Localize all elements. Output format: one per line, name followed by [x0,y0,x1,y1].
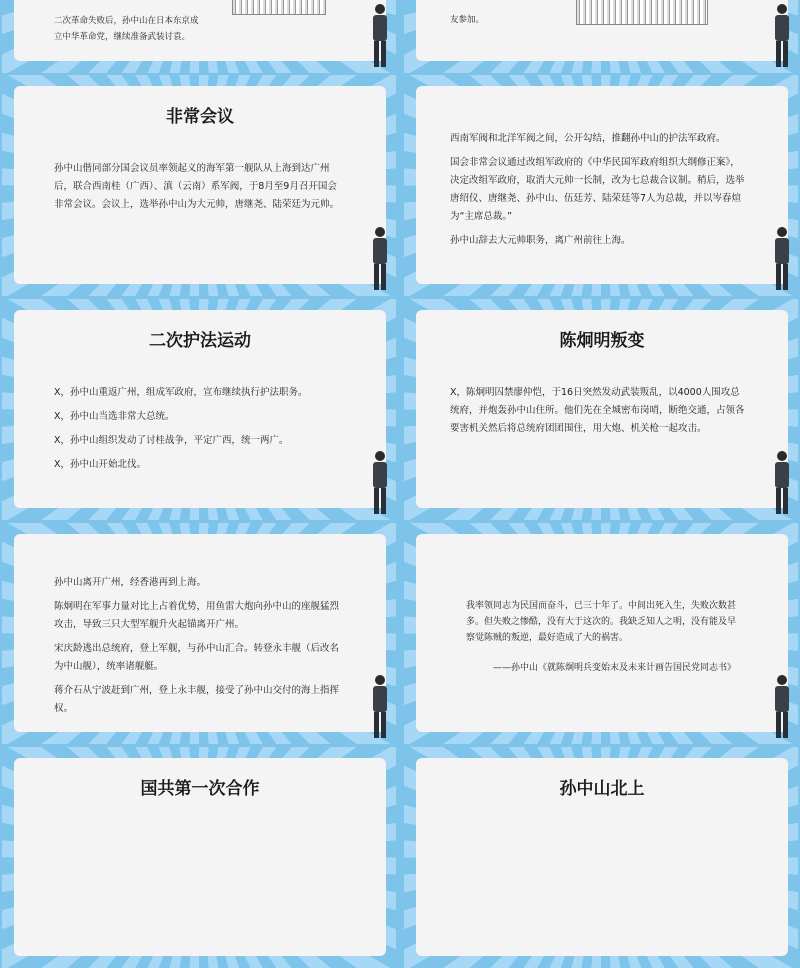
calligraphy-photo [576,0,708,25]
quote-block [466,598,742,676]
slide-title: 孙中山北上 [559,779,645,799]
text-line: 立中华革命党，继续准备武装讨袁。 [54,32,191,42]
paragraph: 孙中山离开广州，经香港再到上海。 [54,577,207,588]
slide-body [54,160,346,220]
calligraphy-photo [232,0,326,15]
paragraph: X，孙中山组织发动了讨桂战争，平定广西，统一两广。 [54,435,289,446]
slide-card [416,86,788,284]
slide-thumbnail[interactable] [2,523,396,744]
slide-thumbnail[interactable] [2,747,396,968]
paragraph: 国会非常会议通过改组军政府的《中华民国军政府组织大纲修正案》，决定改组军政府，取消大元帅一长制，改为七总裁合议制。稍后，选举唐绍仪、唐继尧、孙中山、伍廷芳、陆荣廷等7人为总裁，并以岑春煊为“主席总裁。” [450,157,745,222]
paragraph: X，陈炯明囚禁廖仲恺，于16日突然发动武装叛乱，以4000人围攻总统府，并炮轰孙中山住所。他们先在全城密布岗哨，断绝交通，占领各要害机关然后将总统府团团围住，用大炮、机关枪一起攻击。 [450,387,745,434]
slide-title: 陈炯明叛变 [559,331,645,351]
slide-thumbnail[interactable] [2,299,396,520]
slide-text [54,13,199,45]
paragraph: X，孙中山开始北伐。 [54,459,147,470]
slide-card [416,758,788,956]
slide-thumbnail[interactable] [404,747,798,968]
slide-thumbnail[interactable] [404,0,798,73]
paragraph: 宋庆龄逃出总统府，登上军舰，与孙中山汇合。转登永丰舰（后改名为中山舰），统率诸舰艇。 [54,643,340,672]
paragraph: X，孙中山重返广州，组成军政府，宣布继续执行护法职务。 [54,387,308,398]
paragraph: 蒋介石从宁波赶到广州，登上永丰舰，接受了孙中山交付的海上指挥权。 [54,685,340,714]
slide-thumbnail[interactable] [404,75,798,296]
paragraph: 孙中山偕同部分国会议员率领起义的海军第一舰队从上海到达广州后，联合西南桂（广西）、滇（云南）系军阀，于8月至9月召开国会非常会议。会议上，选举孙中山为大元帅，唐继尧、陆荣廷为元帅。 [54,163,340,210]
paragraph: 陈炯明在军事力量对比上占着优势，用鱼雷大炮向孙中山的座舰猛烈攻击，导致三只大型军舰升火起锚离开广州。 [54,601,340,630]
slide-title: 二次护法运动 [149,331,251,351]
slide-thumbnail[interactable] [404,523,798,744]
slide-body [54,384,330,480]
slide-body [54,574,342,724]
quote-source: ——孙中山《就陈炯明兵变始末及未来计画告国民党同志书》 [492,663,736,673]
slide-thumbnail[interactable] [404,299,798,520]
sun-yat-sen-figure-icon [770,3,794,69]
sun-yat-sen-figure-icon [368,450,392,516]
slide-card [14,0,386,61]
sun-yat-sen-figure-icon [368,3,392,69]
slide-title: 非常会议 [166,107,234,127]
slide-body [450,130,748,256]
paragraph: X，孙中山当选非常大总统。 [54,411,175,422]
sun-yat-sen-figure-icon [368,674,392,740]
slide-card [14,86,386,284]
text-line: 二次革命失败后，孙中山在日本东京成 [54,16,199,26]
slide-thumbnail[interactable] [2,0,396,73]
paragraph: 孙中山辞去大元帅职务，离广州前往上海。 [450,235,631,246]
slide-text: 友参加。 [450,15,485,25]
slide-title: 国共第一次合作 [140,779,260,799]
slide-card [14,534,386,732]
slide-card [14,758,386,956]
paragraph: 西南军阀和北洋军阀之间，公开勾结，推翻孙中山的护法军政府。 [450,133,726,144]
slide-body [450,384,748,444]
sun-yat-sen-figure-icon [770,226,794,292]
sun-yat-sen-figure-icon [770,450,794,516]
slide-card [416,534,788,732]
sun-yat-sen-figure-icon [770,674,794,740]
slide-card [416,310,788,508]
slide-card [14,310,386,508]
quote-text: 我率领同志为民国而奋斗，已三十年了。中间出死入生，失败次数甚多。但失败之惨酷，没有大于这次的。我缺乏知人之明，没有能及早察觉陈贼的叛逆，最好造成了大的祸害。 [466,601,737,643]
sun-yat-sen-figure-icon [368,226,392,292]
slide-thumbnail[interactable] [2,75,396,296]
slide-card [416,0,788,61]
